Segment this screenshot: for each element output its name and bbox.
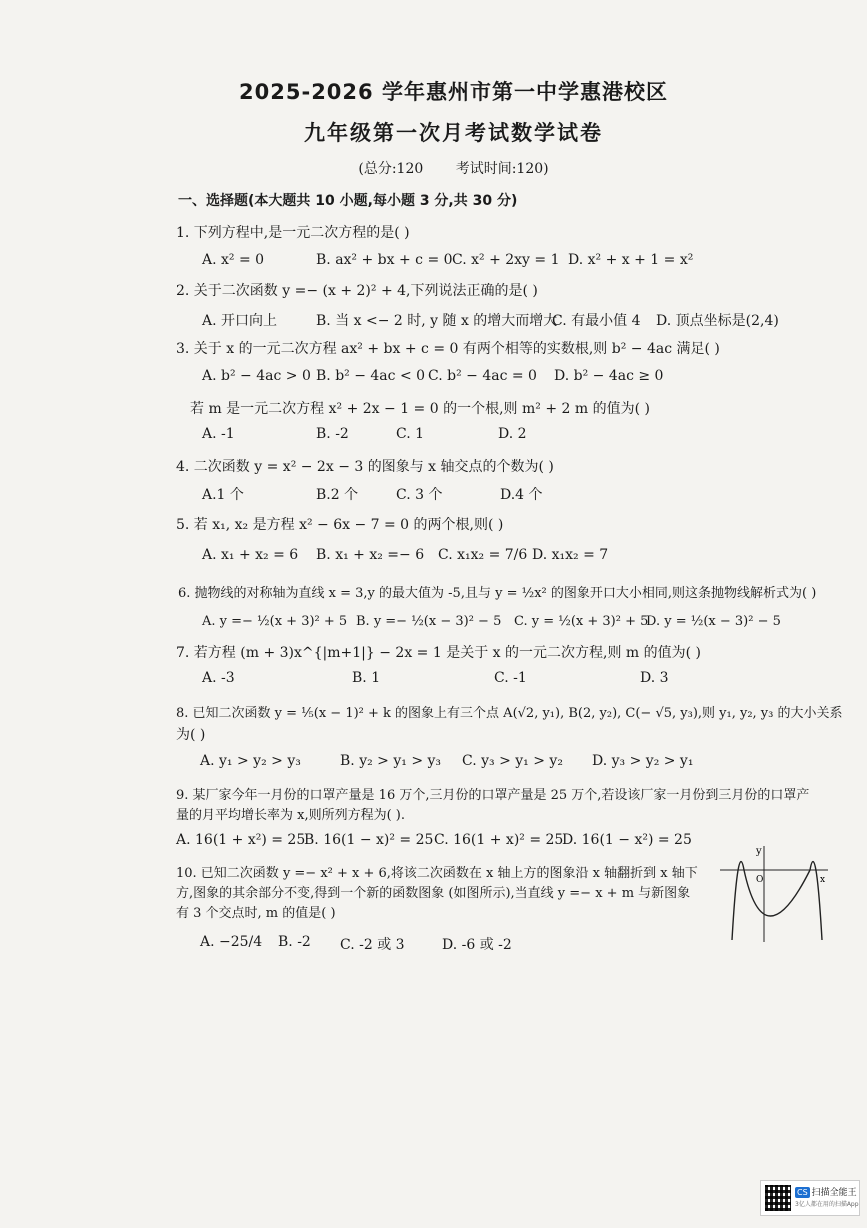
question-10-line2: 方,图象的其余部分不变,得到一个新的函数图象 (如图所示),当直线 y =− x + m 与新图象 <box>176 886 691 901</box>
qr-code-icon <box>765 1185 791 1211</box>
question-4: 4. 二次函数 y = x² − 2x − 3 的图象与 x 轴交点的个数为( ) <box>176 459 554 475</box>
total-score: (总分:120 <box>358 161 424 177</box>
question-1: 1. 下列方程中,是一元二次方程的是( ) <box>176 225 410 241</box>
q6-option-a: A. y =− ½(x + 3)² + 5 <box>202 614 348 629</box>
qx-option-d: D. 2 <box>498 426 527 442</box>
q3-option-d: D. b² − 4ac ≥ 0 <box>554 368 664 384</box>
question-10: 10. 已知二次函数 y =− x² + x + 6,将该二次函数在 x 轴上方的图象沿 x 轴翻折到 x 轴下 <box>176 866 698 881</box>
x-axis-label: x <box>820 875 826 885</box>
origin-label: O <box>756 875 764 885</box>
question-2: 2. 关于二次函数 y =− (x + 2)² + 4,下列说法正确的是( ) <box>176 283 538 299</box>
q9-option-b: B. 16(1 − x)² = 25 <box>304 832 434 848</box>
question-7: 7. 若方程 (m + 3)x^{|m+1|} − 2x = 1 是关于 x 的一元二次方程,则 m 的值为( ) <box>176 645 701 661</box>
question-3: 3. 关于 x 的一元二次方程 ax² + bx + c = 0 有两个相等的实数根,则 b² − 4ac 满足( ) <box>176 341 720 357</box>
q3-option-a: A. b² − 4ac > 0 <box>202 368 311 384</box>
q2-option-c: C. 有最小值 4 <box>552 313 641 329</box>
q7-option-b: B. 1 <box>352 670 381 686</box>
q8-option-a: A. y₁ > y₂ > y₃ <box>200 753 301 769</box>
q7-option-d: D. 3 <box>640 670 669 686</box>
q1-option-b: B. ax² + bx + c = 0 <box>316 252 453 268</box>
q5-option-a: A. x₁ + x₂ = 6 <box>202 547 299 563</box>
q6-option-d: D. y = ½(x − 3)² − 5 <box>646 614 781 629</box>
exam-subtitle: 九年级第一次月考试数学试卷 <box>304 121 603 145</box>
q1-option-d: D. x² + x + 1 = x² <box>568 252 694 268</box>
question-9: 9. 某厂家今年一月份的口罩产量是 16 万个,三月份的口罩产量是 25 万个,若设该厂家一月份到三月份的口罩产 <box>176 788 810 803</box>
qx-option-a: A. -1 <box>202 426 235 442</box>
qx-option-b: B. -2 <box>316 426 349 442</box>
q10-option-b: B. -2 <box>278 934 311 950</box>
question-10-line3: 有 3 个交点时, m 的值是( ) <box>176 906 336 921</box>
cs-logo-icon: CS <box>797 1187 808 1197</box>
q4-option-a: A.1 个 <box>202 487 244 503</box>
question-8: 8. 已知二次函数 y = ⅕(x − 1)² + k 的图象上有三个点 A(√2, y₁), B(2, y₂), C(− √5, y₃),则 y₁, y₂, y₃ 的大小关系 <box>176 706 843 721</box>
exam-meta <box>0 158 867 178</box>
exam-title: 2025-2026 学年惠州市第一中学惠港校区 <box>239 80 668 104</box>
q10-function-graph <box>720 842 830 946</box>
question-extra: 若 m 是一元二次方程 x² + 2x − 1 = 0 的一个根,则 m² + 2 m 的值为( ) <box>190 401 650 417</box>
q5-option-c: C. x₁x₂ = 7/6 <box>438 547 528 563</box>
q6-option-b: B. y =− ½(x − 3)² − 5 <box>356 614 502 629</box>
q2-option-a: A. 开口向上 <box>202 313 278 329</box>
q1-option-c: C. x² + 2xy = 1 <box>452 252 560 268</box>
q10-option-a: A. −25/4 <box>200 934 263 950</box>
q1-option-a: A. x² = 0 <box>202 252 265 268</box>
question-9-line2: 量的月平均增长率为 x,则所列方程为( ). <box>176 808 406 823</box>
q9-option-d: D. 16(1 − x²) = 25 <box>562 832 692 848</box>
q2-option-d: D. 顶点坐标是(2,4) <box>656 313 779 329</box>
scanner-watermark <box>760 1180 860 1216</box>
q6-option-c: C. y = ½(x + 3)² + 5 <box>514 614 649 629</box>
q5-option-d: D. x₁x₂ = 7 <box>532 547 609 563</box>
q8-option-b: B. y₂ > y₁ > y₃ <box>340 753 442 769</box>
question-5: 5. 若 x₁, x₂ 是方程 x² − 6x − 7 = 0 的两个根,则( ) <box>176 517 504 533</box>
q8-option-d: D. y₃ > y₂ > y₁ <box>592 753 694 769</box>
exam-time: 考试时间:120) <box>455 161 549 177</box>
q4-option-d: D.4 个 <box>500 487 543 503</box>
question-6: 6. 抛物线的对称轴为直线 x = 3,y 的最大值为 -5,且与 y = ½x² 的图象开口大小相同,则这条抛物线解析式为( ) <box>178 586 817 601</box>
section-heading: 一、选择题(本大题共 10 小题,每小题 3 分,共 30 分) <box>178 193 518 209</box>
qx-option-c: C. 1 <box>396 426 425 442</box>
q3-option-c: C. b² − 4ac = 0 <box>428 368 537 384</box>
q9-option-c: C. 16(1 + x)² = 25 <box>434 832 564 848</box>
q10-option-d: D. -6 或 -2 <box>442 937 512 953</box>
watermark-brand: 扫描全能王 <box>811 1187 857 1198</box>
q2-option-b: B. 当 x <− 2 时, y 随 x 的增大而增大 <box>316 313 558 329</box>
folded-parabola-curve <box>732 862 822 940</box>
q10-option-c: C. -2 或 3 <box>340 937 405 953</box>
q5-option-b: B. x₁ + x₂ =− 6 <box>316 547 425 563</box>
q9-option-a: A. 16(1 + x²) = 25 <box>176 832 306 848</box>
q8-option-c: C. y₃ > y₁ > y₂ <box>462 753 563 769</box>
q7-option-a: A. -3 <box>202 670 235 686</box>
question-8-line2: 为( ) <box>176 727 206 743</box>
watermark-sub: 3亿人都在用的扫描App <box>795 1200 859 1208</box>
q4-option-b: B.2 个 <box>316 487 359 503</box>
q7-option-c: C. -1 <box>494 670 527 686</box>
y-axis-label: y <box>756 846 762 857</box>
q3-option-b: B. b² − 4ac < 0 <box>316 368 426 384</box>
q4-option-c: C. 3 个 <box>396 487 443 503</box>
